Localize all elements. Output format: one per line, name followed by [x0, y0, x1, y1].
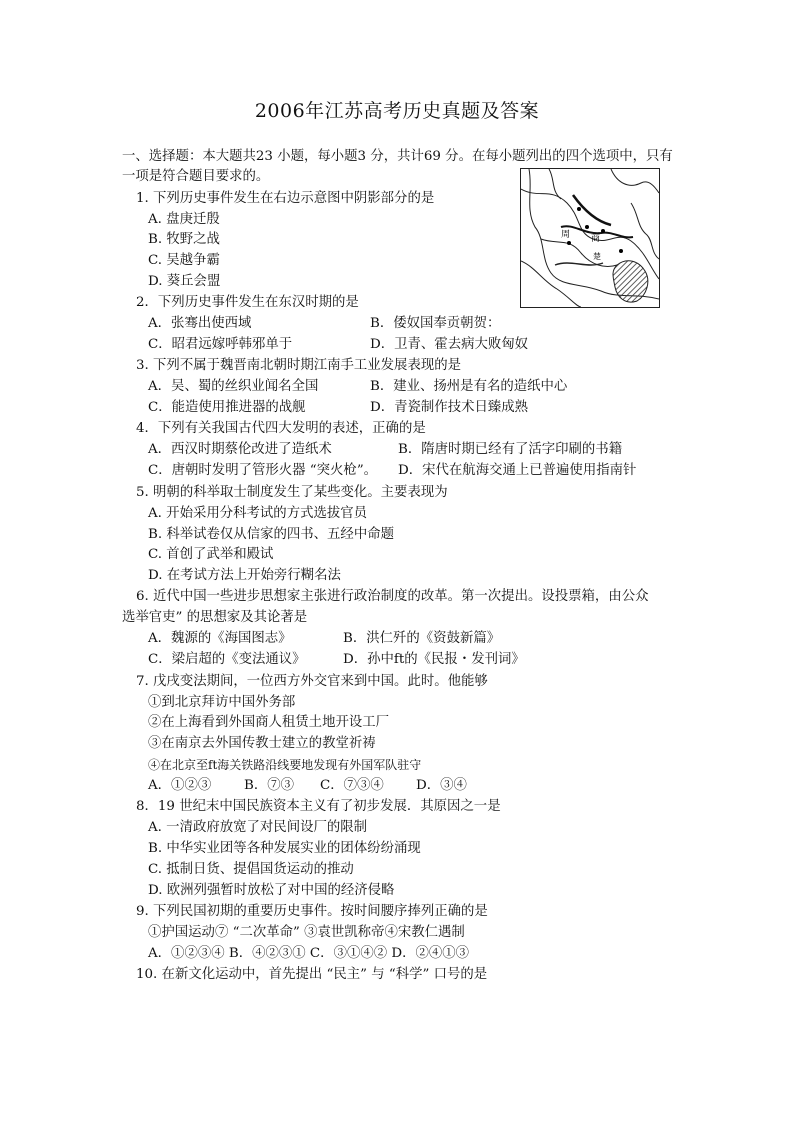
- q3-option-d: D．青瓷制作技术日臻成熟: [370, 400, 529, 415]
- q4-option-c: C．唐朝时发明了管形火器 “突火枪”。: [148, 463, 378, 478]
- history-map-figure: [520, 168, 660, 308]
- q3-option-a: A．吴、蜀的丝织业闻名全国: [148, 379, 319, 394]
- q1-option-c: C. 吴越争霸: [148, 253, 220, 268]
- q8-option-a: A. 一清政府放宽了对民间设厂的限制: [148, 820, 368, 835]
- svg-text:楚: 楚: [593, 252, 601, 261]
- q10-stem: 10. 在新文化运动中，首先提出 “民主” 与 “科学” 口号的是: [136, 967, 488, 982]
- svg-text:周: 周: [561, 230, 571, 240]
- q7-item-2: ②在上海看到外国商人租赁土地开设工厂: [148, 715, 390, 730]
- q1-option-a: A. 盘庚迁殷: [148, 212, 220, 227]
- q7-item-4: ④在北京至ft海关铁路沿线要地发现有外国军队驻守: [148, 758, 422, 772]
- q7-item-1: ①到北京拜访中国外务部: [148, 695, 296, 710]
- q3-option-c: C．能造使用推进器的战舰: [148, 400, 306, 415]
- q8-stem: 8．19 世纪末中国民族资本主义有了初步发展．其原因之一是: [136, 799, 501, 814]
- q2-option-c: C．昭君远嫁呼韩邪单于: [148, 337, 293, 352]
- q5-option-b: B. 科举试卷仅从信家的四书、五经中命题: [148, 527, 394, 542]
- intro-line-1: 一、选择题：本大题共23 小题，每小题3 分，共计69 分。在每小题列出的四个选项中，只有: [122, 149, 673, 164]
- q5-option-a: A. 开始采用分科考试的方式选拔官员: [148, 506, 368, 521]
- q6-option-b: B．洪仁歼的《资鼓新篇》: [343, 631, 501, 646]
- svg-text:商: 商: [591, 234, 601, 244]
- q4-option-d: D．宋代在航海交通上已普遍使用指南针: [398, 463, 637, 478]
- map-drawing: [521, 169, 659, 307]
- q2-option-b: B．倭奴国奉贡朝贺：: [370, 316, 501, 331]
- q4-stem: 4．下列有关我国古代四大发明的表述，正确的是: [136, 421, 426, 436]
- q8-option-c: C. 抵制日货、提倡国货运动的推动: [148, 862, 354, 877]
- q6-stem-line-1: 6. 近代中国一些进步思想家主张进行政治制度的改革。第一次提出。设投票箱，由公众: [136, 589, 649, 604]
- q4-option-a: A．西汉时期蔡伦改进了造纸术: [148, 442, 332, 457]
- q8-option-b: B. 中华实业团等各种发展实业的团体纷纷涌现: [148, 841, 421, 856]
- q7-option-a: A．①②③: [148, 778, 212, 793]
- q7-item-3: ③在南京去外国传教士建立的教堂祈祷: [148, 736, 376, 751]
- q6-option-c: C．梁启超的《变法通议》: [148, 652, 306, 667]
- q1-option-b: B. 牧野之战: [148, 232, 220, 247]
- q5-stem: 5. 明朝的科举取士制度发生了某些变化。主要表现为: [136, 485, 448, 500]
- q5-option-c: C. 首创了武举和殿试: [148, 547, 274, 562]
- q7-stem: 7. 戊戌变法期间，一位西方外交官来到中国。此时。他能够: [136, 674, 488, 689]
- q7-option-c: C．⑦③④: [320, 778, 384, 793]
- q6-stem-line-2: 选举官吏” 的思想家及其论著是: [122, 610, 308, 625]
- q7-option-b: B．⑦③: [244, 778, 295, 793]
- q6-option-d: D．孙中ft的《民报・发刊词》: [343, 652, 525, 667]
- q1-option-d: D. 葵丘会盟: [148, 274, 221, 289]
- q9-stem: 9. 下列民国初期的重要历史事件。按时间腰序捧列正确的是: [136, 904, 488, 919]
- q1-stem: 1. 下列历史事件发生在右边示意图中阴影部分的是: [136, 191, 435, 206]
- q2-option-d: D．卫青、霍去病大败匈奴: [370, 337, 529, 352]
- q3-stem: 3. 下列不属于魏晋南北朝时期江南手工业发展表现的是: [136, 358, 462, 373]
- q8-option-d: D. 欧洲列强暂时放松了对中国的经济侵略: [148, 883, 395, 898]
- q2-stem: 2．下列历史事件发生在东汉时期的是: [136, 295, 359, 310]
- q5-option-d: D. 在考试方法上开始旁行糊名法: [148, 568, 341, 583]
- page-title: 2006年江苏高考历史真题及答案: [254, 100, 540, 122]
- intro-line-2: 一项是符合题目要求的。: [122, 169, 270, 184]
- q9-options: A．①②③④ B．④②③① C．③①④② D．②④①③: [148, 946, 470, 961]
- q6-option-a: A．魏源的《海国图志》: [148, 631, 292, 646]
- q9-items: ①护国运动⑦ “二次革命” ③袁世凯称帝④宋教仁遇制: [148, 925, 465, 940]
- q2-option-a: A．张骞出使西域: [148, 316, 252, 331]
- q3-option-b: B．建业、扬州是有名的造纸中心: [370, 379, 568, 394]
- q4-option-b: B．隋唐时期已经有了活字印刷的书籍: [398, 442, 623, 457]
- q7-option-d: D．③④: [416, 778, 467, 793]
